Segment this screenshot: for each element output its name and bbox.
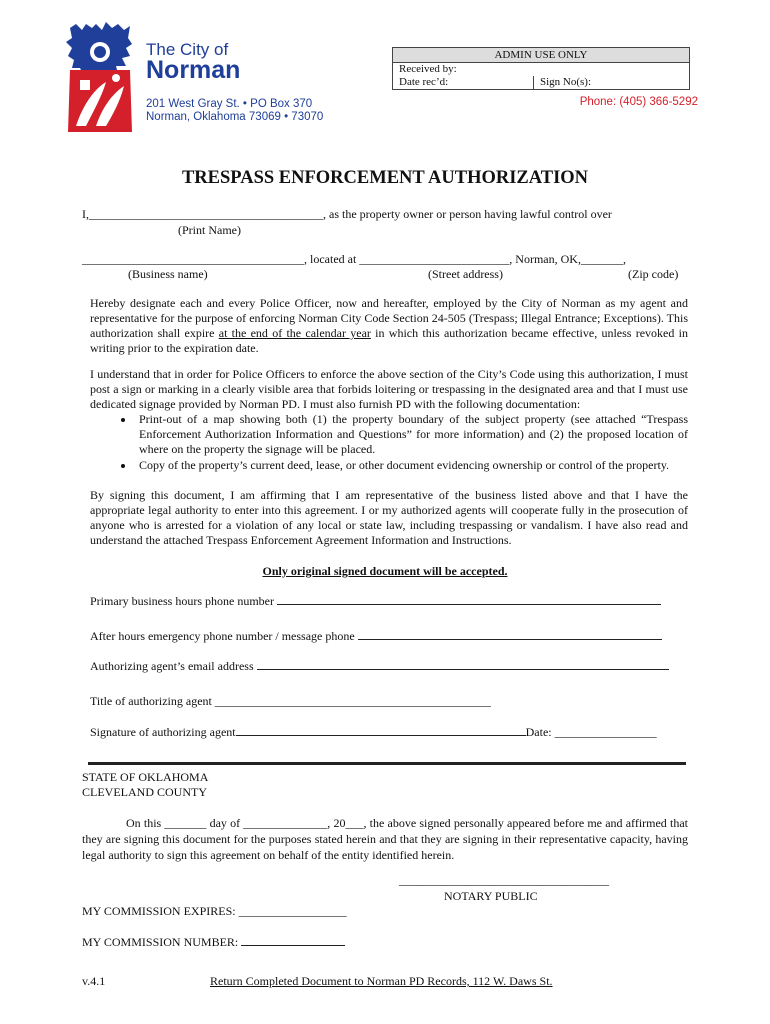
date-blank[interactable]: _________________ [554,725,657,739]
understanding-paragraph [90,367,688,473]
original-document-notice: Only original signed document will be accepted. [262,564,508,578]
commission-expires-field [82,904,347,919]
notary-signature-line[interactable]: ___________________________________ [399,873,609,887]
return-instructions: Return Completed Document to Norman PD Records, 112 W. Daws St. [210,974,553,988]
admin-row-date [393,76,689,89]
notary-state: STATE OF OKLAHOMA [82,770,209,784]
commission-expires-blank[interactable]: __________________ [238,904,347,918]
notary-public-label: NOTARY PUBLIC [444,889,538,903]
section-divider [88,762,686,765]
sign-nos-label: Sign No(s): [540,76,592,88]
document-title: TRESPASS ENFORCEMENT AUTHORIZATION [181,168,589,188]
email-input[interactable] [257,658,669,670]
phone-number: Phone: (405) 366-5292 [579,96,698,108]
commission-number-input[interactable] [241,934,345,946]
signature-input[interactable] [236,724,526,736]
email-label: Authorizing agent’s email address [90,659,254,673]
notary-statement: On this _______ day of ______________, 20___, the above signed personally appeared before me and affirmed that they are signing this document for the purposes stated herein and that they are signing in their representative capacity, having legal authority to sign this agreement on behalf of the entity identified herein. [82,816,688,862]
list-item: • Print-out of a map showing both (1) the property boundary of the subject property (see attached “Trespass Enforcement Authorization Information and Questions” for more information) and (2) the proposed location of where on the property the signage will be placed. [135,412,688,457]
signature-label: Signature of authorizing agent [90,725,236,739]
city-address [146,98,323,124]
business-name-caption: (Business name) [128,267,208,281]
admin-box-title: ADMIN USE ONLY [393,48,689,63]
admin-use-box [392,47,690,90]
expiration-underlined: at the end of the calendar year [218,326,371,341]
para1-text-after: in which this authorization became effective, unless revoked in writing prior to the expiration date. [90,326,688,356]
date-recd-label: Date rec’d: [393,76,534,89]
print-name-line: I,_______________________________________, as the property owner or person having lawful control over [82,207,612,221]
city-name: Norman [146,56,241,84]
designation-paragraph [90,296,688,356]
primary-phone-input[interactable] [277,593,661,605]
city-of-label: The City of [146,40,229,59]
commission-number-field [82,934,345,950]
date-label: Date: [525,725,552,739]
street-address-caption: (Street address) [428,267,503,281]
after-hours-phone-label: After hours emergency phone number / message phone [90,629,355,643]
zip-code-caption: (Zip code) [628,267,679,281]
affirmation-paragraph: By signing this document, I am affirming that I am representative of the business listed above and that I have the appropriate legal authority to enter into this agreement. I or my authorized agents will cooperate fully in the prosecution of anyone who is arrested for a violation of any local or state law, including trespassing or vandalism. I have also read and understand the attached Trespass Enforcement Agreement Information and Instructions. [90,488,688,548]
para1-text-before: Hereby designate each and every Police Officer, now and hereafter, employed by the City of Norman as my agent and representative for the purpose of enforcing Norman City Code Section 24-505 (Trespass; Illegal Entrance; Exceptions). This authorization shall expire [90,296,688,341]
title-field [90,694,491,709]
primary-phone-field [90,593,661,609]
after-hours-phone-input[interactable] [358,628,662,640]
print-name-caption: (Print Name) [178,223,241,237]
address-line-1: 201 West Gray St. • PO Box 370 [146,98,313,110]
after-hours-phone-field [90,628,662,644]
list-item: • Copy of the property’s current deed, lease, or other document evidencing ownership or control of the property. [135,458,688,473]
title-blank[interactable]: ______________________________________________ [214,694,491,708]
email-field [90,658,669,674]
received-by-label: Received by: [399,63,457,75]
business-line: _____________________________________, located at _________________________, Norman, OK,_______, [82,252,626,266]
version-label: v.4.1 [82,974,106,988]
documentation-list [90,412,688,472]
commission-number-label: MY COMMISSION NUMBER: [82,935,239,949]
title-label: Title of authorizing agent [90,694,212,708]
city-seal-logo [66,22,134,132]
primary-phone-label: Primary business hours phone number [90,594,274,608]
notary-county: CLEVELAND COUNTY [82,785,207,799]
address-line-2: Norman, Oklahoma 73069 • 73070 [146,111,324,123]
signature-field [90,724,657,740]
commission-expires-label: MY COMMISSION EXPIRES: [82,904,236,918]
para2-text: I understand that in order for Police Officers to enforce the above section of the City’s Code using this authorization, I must post a sign or marking in a clearly visible area that forbids loitering or trespassing in the designated area and that I must use dedicated signage provided by Norman PD. I must also furnish PD with the following documentation: [90,367,688,412]
